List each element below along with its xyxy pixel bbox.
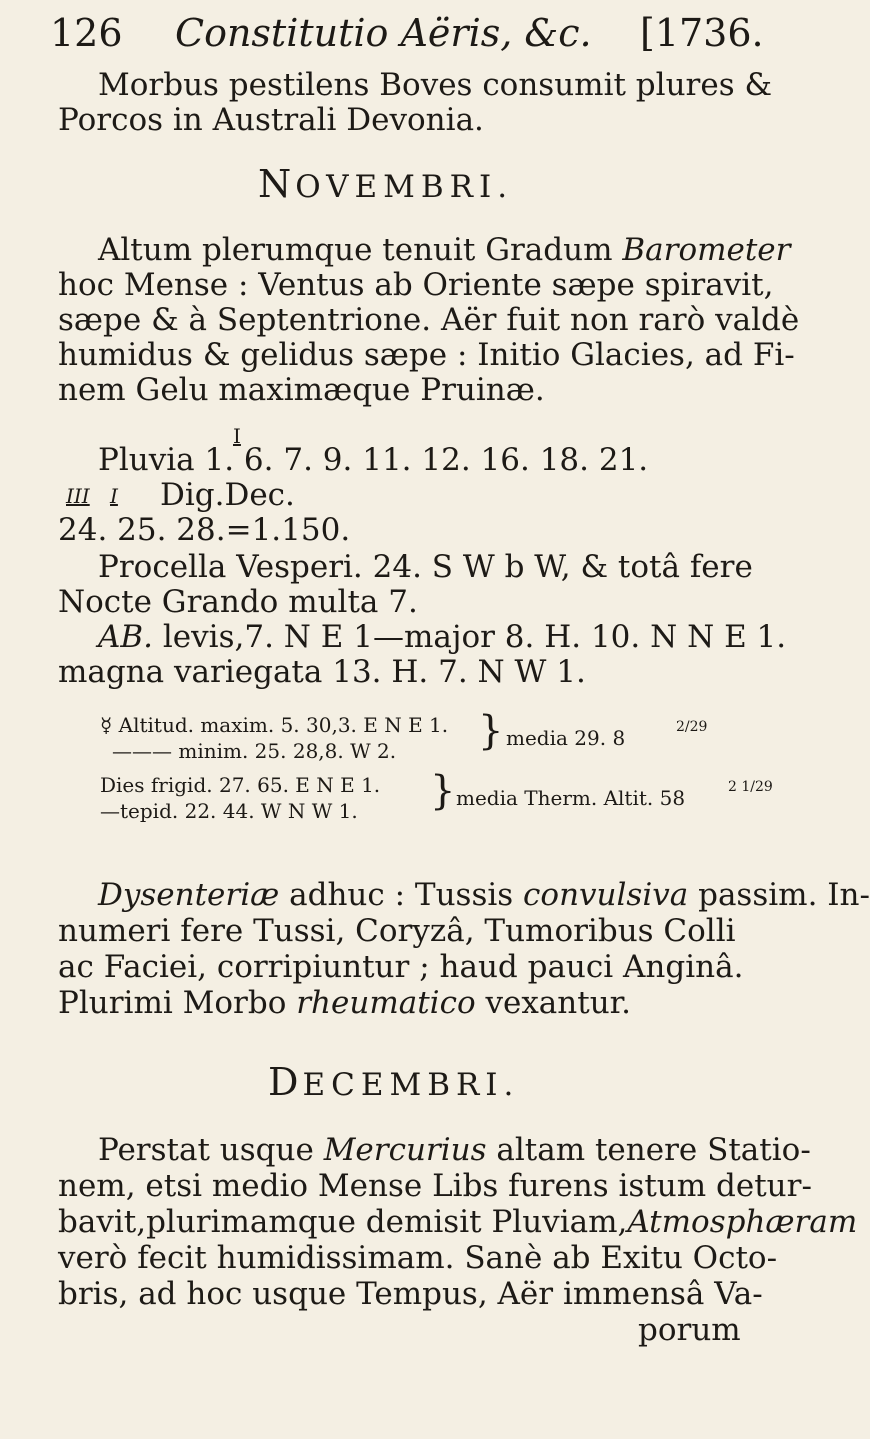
- page-header: [0, 8, 800, 60]
- aurora-line-2: magna variegata 13. H. 7. N W 1.: [58, 654, 586, 690]
- running-title: Constitutio Aëris, &c.: [175, 11, 592, 55]
- december-heading: [268, 1060, 519, 1104]
- storm-line-2: Nocte Grando multa 7.: [58, 584, 418, 620]
- rheumatico-word: rheumatico: [296, 985, 476, 1021]
- barometer-word: Barometer: [622, 232, 791, 268]
- warm-days: —tepid. 22. 44. W N W 1.: [100, 799, 358, 823]
- rain-line-3: 24. 25. 28.=1.150.: [58, 512, 351, 548]
- december-line-4: verò fecit humidissimam. Sanè ab Exitu Octo-: [58, 1240, 778, 1276]
- page-number: 126: [50, 11, 123, 55]
- rain-line-1: Pluvia 1. 6. 7. 9. 11. 12. 16. 18. 21.: [98, 442, 649, 478]
- november-text-2: hoc Mense : Ventus ab Oriente sæpe spiravit,: [58, 267, 774, 303]
- altitude-brace: }: [478, 708, 504, 754]
- disease-line-3: ac Faciei, corripiuntur ; haud pauci Anginâ.: [58, 949, 744, 985]
- aurora-line-1: AB. levis,7. N E 1—major 8. H. 10. N N E 1.: [98, 619, 787, 655]
- december-line-3: bavit,plurimamque demisit Pluviam,Atmosphæram: [58, 1204, 858, 1240]
- catchword: porum: [638, 1312, 741, 1348]
- november-text-5: nem Gelu maximæque Pruinæ.: [58, 372, 545, 408]
- december-line-5: bris, ad hoc usque Tempus, Aër immensâ Va-: [58, 1276, 763, 1312]
- intro-line-2: Porcos in Australi Devonia.: [58, 102, 484, 138]
- december-heading-initial: D: [268, 1060, 303, 1104]
- altitude-media-fraction: 2/29: [676, 719, 708, 735]
- november-heading-rest: OVEMBRI.: [295, 169, 514, 205]
- november-heading: [258, 162, 513, 206]
- disease-line-4: Plurimi Morbo rheumatico vexantur.: [58, 985, 631, 1021]
- november-text-3: sæpe & à Septentrione. Aër fuit non rarò valdè: [58, 302, 800, 338]
- rain-mark-2: I: [110, 484, 118, 508]
- altitude-max: ☿ Altitud. maxim. 5. 30,3. E N E 1.: [100, 713, 449, 737]
- disease-line-1: Dysenteriæ adhuc : Tussis convulsiva passim. In-: [98, 877, 870, 913]
- thermometer-media: media Therm. Altit. 58: [456, 786, 686, 810]
- thermometer-media-fraction: 2 1/29: [728, 779, 773, 795]
- page-year: [1736.: [640, 11, 764, 55]
- storm-line-1: Procella Vesperi. 24. S W b W, & totâ fere: [98, 549, 753, 585]
- december-line-1: Perstat usque Mercurius altam tenere Statio-: [98, 1132, 811, 1168]
- disease-line-2: numeri fere Tussi, Coryzâ, Tumoribus Colli: [58, 913, 736, 949]
- aurora-abbr: AB.: [98, 619, 154, 655]
- november-text-4: humidus & gelidus sæpe : Initio Glacies, ad Fi-: [58, 337, 795, 373]
- december-line-2: nem, etsi medio Mense Libs furens istum detur-: [58, 1168, 812, 1204]
- altitude-media: media 29. 8: [506, 726, 626, 750]
- altitude-min: ——— minim. 25. 28,8. W 2.: [112, 739, 397, 763]
- rain-line-2: Dig.Dec.: [160, 477, 295, 513]
- mercurius-word: Mercurius: [323, 1132, 487, 1168]
- thermometer-brace: }: [430, 768, 456, 814]
- december-heading-rest: ECEMBRI.: [302, 1067, 520, 1103]
- cold-days: Dies frigid. 27. 65. E N E 1.: [100, 773, 381, 797]
- convulsiva-word: convulsiva: [523, 877, 689, 913]
- atmosphaeram-word: Atmosphæram: [627, 1204, 858, 1240]
- rain-mark-top: I: [233, 424, 241, 448]
- rain-marks: III: [66, 484, 90, 508]
- dysenteria-word: Dysenteriæ: [98, 877, 280, 913]
- november-heading-initial: N: [258, 162, 296, 206]
- intro-line-1: Morbus pestilens Boves consumit plures &: [98, 67, 773, 103]
- november-text-1: Altum plerumque tenuit Gradum Barometer: [98, 232, 791, 268]
